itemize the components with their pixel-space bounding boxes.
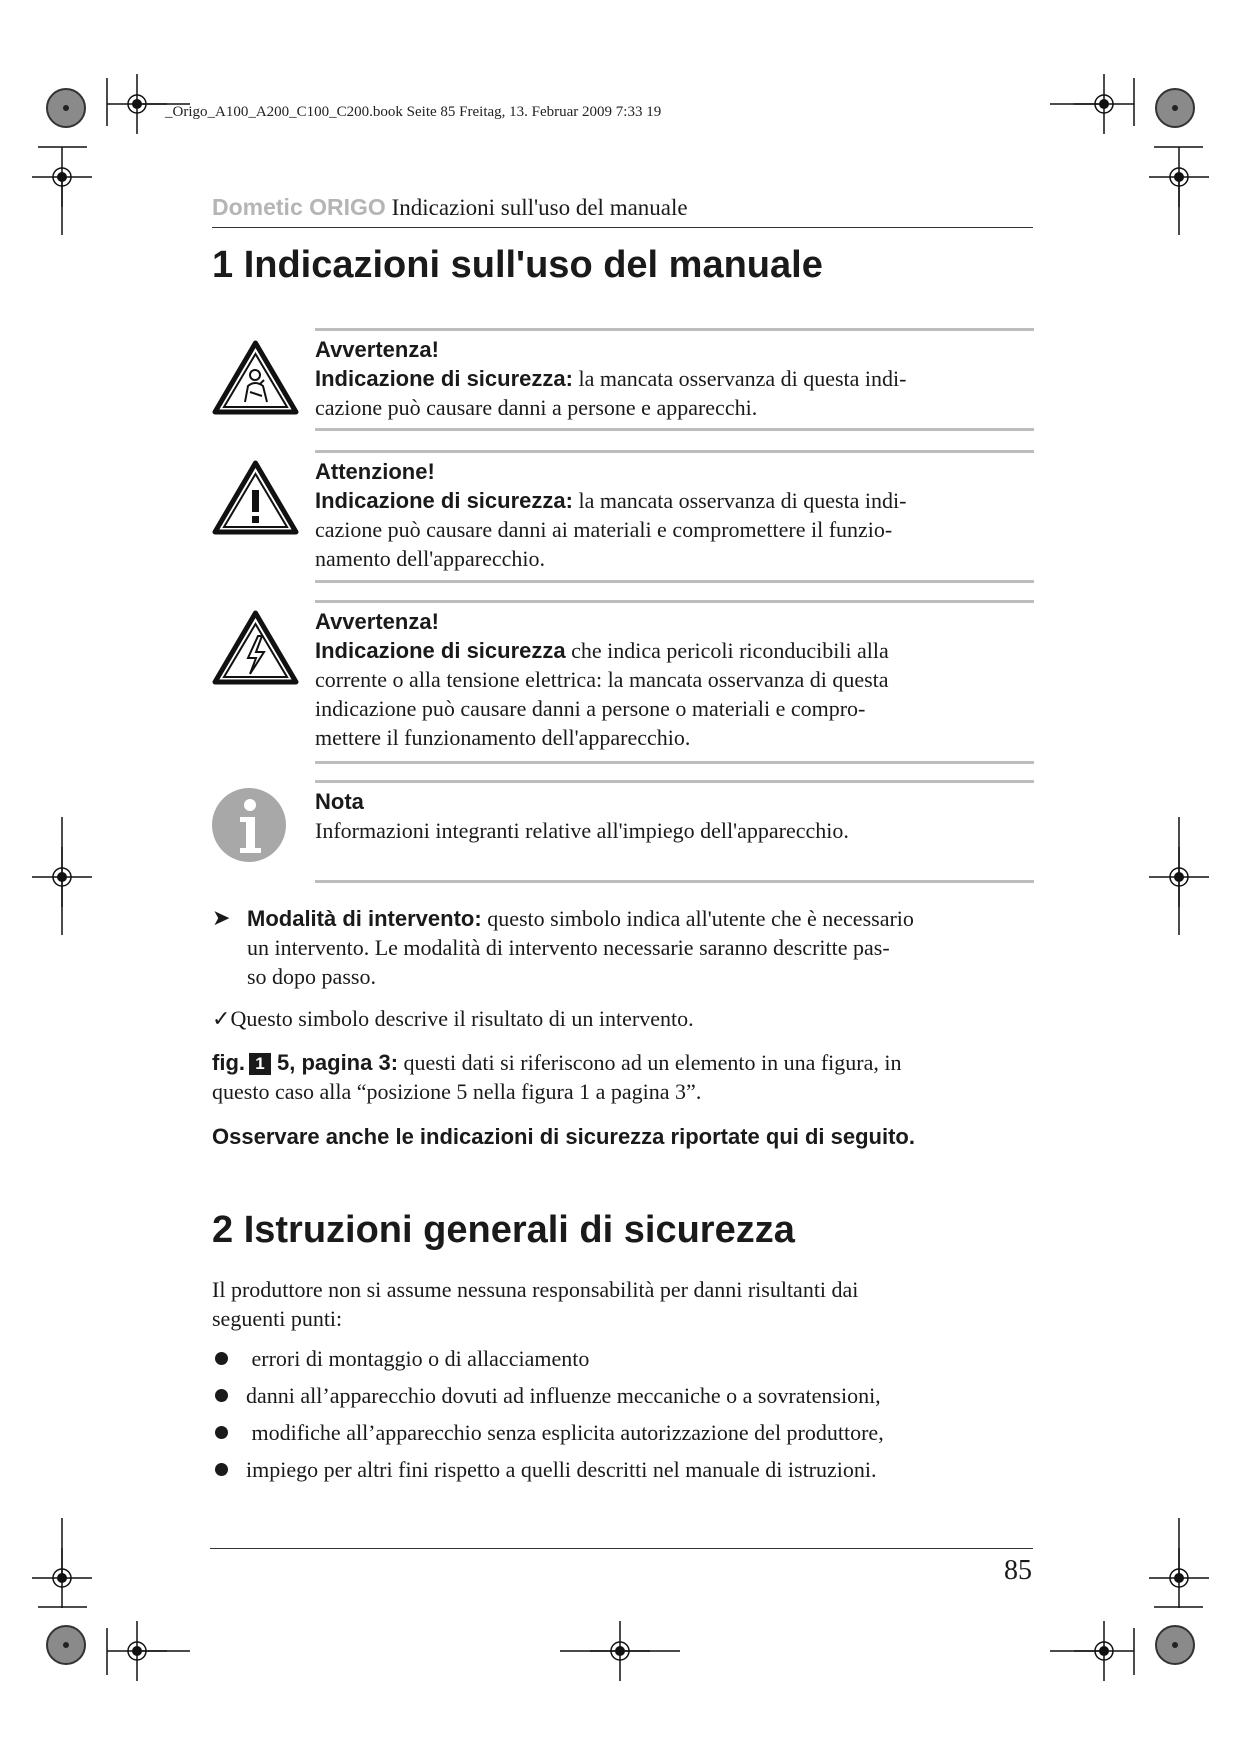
list-item [212, 1381, 1012, 1418]
notice-lead: Indicazione di sicurezza: [315, 488, 573, 513]
checkmark-icon: ✓ [212, 1006, 231, 1031]
list-item-text: errori di montaggio o di allacciamento [246, 1346, 590, 1371]
info-icon [212, 788, 286, 862]
notice-lead: Indicazione di sicurezza: [315, 366, 573, 391]
action-lead: Modalità di intervento: [247, 906, 482, 931]
notice-text-line: cazione può causare danni ai materiali e compromettere il funzio- [315, 517, 893, 542]
list-item [212, 1418, 1012, 1455]
print-job-info: _Origo_A100_A200_C100_C200.book Seite 85 Freitag, 13. Februar 2009 7:33 19 [165, 104, 662, 120]
action-arrow-icon: ➤ [212, 906, 231, 931]
intro-line: seguenti punti: [212, 1306, 343, 1331]
notice-rule-top [315, 780, 1034, 783]
notice-title: Avvertenza! [315, 337, 439, 362]
electric-shock-warning-icon [212, 610, 299, 686]
notice-text-line: la mancata osservanza di questa indi- [578, 366, 907, 391]
bullet-icon [215, 1389, 228, 1402]
notice-text-line: indicazione può causare danni a persone o materiali e compro- [315, 696, 866, 721]
section-1-heading: 1 Indicazioni sull'uso del manuale [212, 244, 823, 286]
notice-rule-bottom [315, 761, 1034, 764]
header-rule [212, 227, 1033, 228]
action-step [212, 904, 1002, 994]
notice-text-line: namento dell'apparecchio. [315, 546, 545, 571]
notice-text-line: corrente o alla tensione elettrica: la mancata osservanza di questa [315, 667, 889, 692]
notice-title: Avvertenza! [315, 609, 439, 634]
notice-text-line: la mancata osservanza di questa indi- [578, 488, 907, 513]
notice-title: Nota [315, 789, 364, 814]
action-text-line: un intervento. Le modalità di intervento necessarie saranno descritte pas- [247, 935, 890, 960]
brand-name: Dometic ORIGO [212, 194, 386, 220]
figure-reference [212, 1048, 1002, 1106]
notice-rule-bottom [315, 580, 1034, 583]
notice-caution-material [212, 450, 1034, 588]
footer-rule [210, 1548, 1033, 1549]
liability-bullet-list [212, 1344, 1012, 1492]
notice-rule-bottom [315, 880, 1034, 883]
page-number: 85 [1004, 1555, 1032, 1586]
notice-title: Attenzione! [315, 459, 435, 484]
result-text: Questo simbolo descrive il risultato di un intervento. [230, 1006, 694, 1031]
notice-info [212, 780, 1034, 890]
notice-text-line: che indica pericoli riconducibili alla [571, 638, 889, 663]
figref-text-line: questi dati si riferiscono ad un elemento in una figura, in [403, 1050, 902, 1075]
notice-text-line: mettere il funzionamento dell'apparecchio. [315, 725, 691, 750]
notice-rule-top [315, 450, 1034, 453]
notice-lead: Indicazione di sicurezza [315, 638, 566, 663]
running-header [212, 194, 1032, 221]
bullet-icon [215, 1426, 228, 1439]
section-2-intro [212, 1275, 1002, 1333]
result-line [212, 1004, 1002, 1033]
figure-number-badge: 1 [249, 1053, 271, 1075]
notice-text-line: cazione può causare danni a persone e apparecchi. [315, 395, 758, 420]
person-injury-warning-icon [212, 340, 299, 416]
notice-warning-personal [212, 328, 1034, 434]
notice-rule-bottom [315, 428, 1034, 431]
notice-electrical-warning [212, 600, 1034, 766]
list-item [212, 1344, 1012, 1381]
figref-text-line: questo caso alla “posizione 5 nella figura 1 a pagina 3”. [212, 1079, 702, 1104]
exclamation-warning-icon [212, 460, 299, 536]
bullet-icon [215, 1352, 228, 1365]
list-item-text: modifiche all’apparecchio senza esplicita autorizzazione del produttore, [246, 1420, 884, 1445]
notice-text-line: Informazioni integranti relative all'impiego dell'apparecchio. [315, 818, 849, 843]
action-text-line: questo simbolo indica all'utente che è necessario [487, 906, 914, 931]
safety-closing-note: Osservare anche le indicazioni di sicurezza riportate qui di seguito. [212, 1124, 915, 1149]
action-text-line: so dopo passo. [247, 964, 376, 989]
notice-rule-top [315, 600, 1034, 603]
figref-lead-post: 5, pagina 3: [277, 1050, 399, 1075]
bullet-icon [215, 1463, 228, 1476]
list-item-text: danni all’apparecchio dovuti ad influenze meccaniche o a sovratensioni, [246, 1383, 881, 1408]
section-2-heading: 2 Istruzioni generali di sicurezza [212, 1209, 795, 1251]
figref-lead-pre: fig. [212, 1050, 245, 1075]
list-item [212, 1455, 1012, 1492]
intro-line: Il produttore non si assume nessuna responsabilità per danni risultanti dai [212, 1277, 859, 1302]
running-header-title: Indicazioni sull'uso del manuale [391, 195, 688, 220]
list-item-text: impiego per altri fini rispetto a quelli descritti nel manuale di istruzioni. [246, 1457, 877, 1482]
notice-rule-top [315, 328, 1034, 331]
